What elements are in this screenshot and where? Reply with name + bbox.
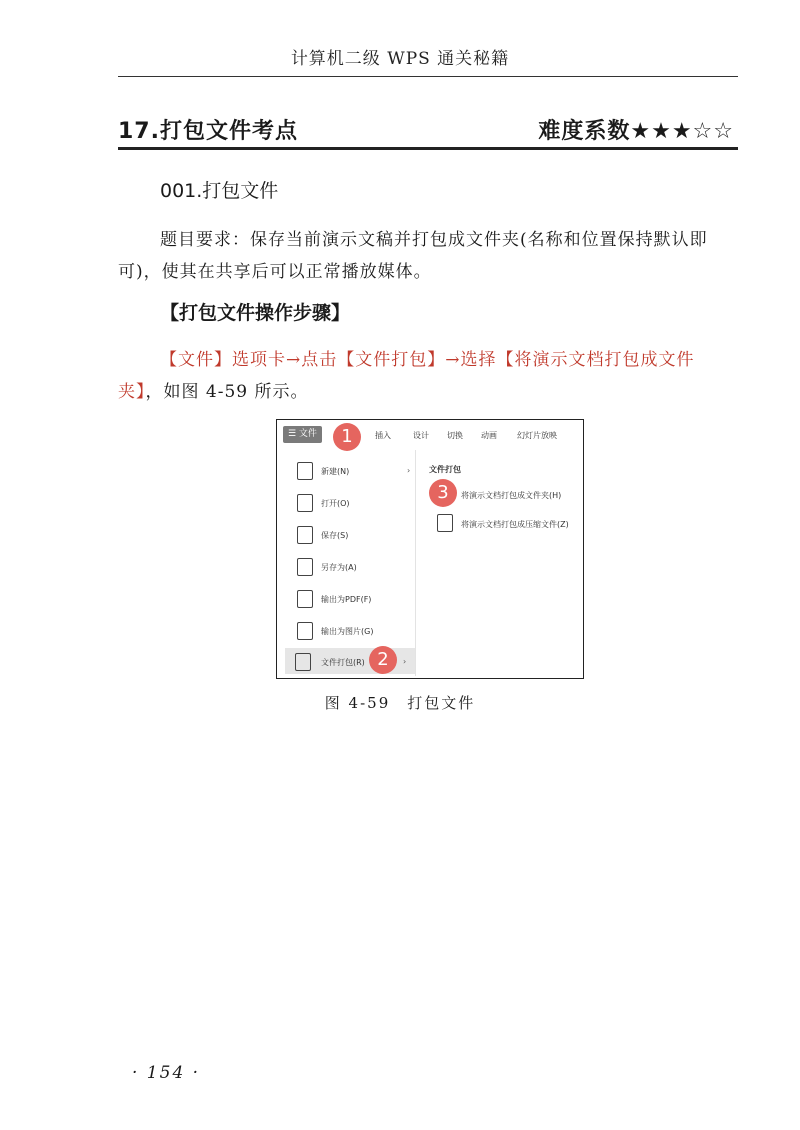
steps-text <box>118 344 734 408</box>
menu-item-label: 打开(O) <box>321 499 350 508</box>
zip-package-icon <box>437 514 453 532</box>
step-marker-1: 1 <box>333 423 361 451</box>
pdf-icon <box>297 590 313 608</box>
save-icon <box>297 526 313 544</box>
save-as-icon <box>297 558 313 576</box>
menu-item-new[interactable] <box>297 462 417 482</box>
menu-item-export-pdf[interactable] <box>297 590 417 610</box>
menu-item-save[interactable] <box>297 526 417 546</box>
steps-title: 【打包文件操作步骤】 <box>160 302 351 324</box>
menu-item-label: 输出为PDF(F) <box>321 595 372 604</box>
steps-figure-ref: ，如图 4-59 所示。 <box>145 382 309 402</box>
section-title: 17.打包文件考点 <box>118 119 298 144</box>
package-icon <box>295 653 311 671</box>
question-text: 题目要求：保存当前演示文稿并打包成文件夹(名称和位置保持默认即可)，使其在共享后可以正常播放媒体。 <box>118 230 708 282</box>
tab-slideshow[interactable]: 幻灯片放映 <box>517 431 557 440</box>
difficulty-rating: 难度系数★★★☆☆ <box>538 119 734 144</box>
chevron-right-icon: › <box>403 657 407 666</box>
menu-item-label: 输出为图片(G) <box>321 627 374 636</box>
tab-insert[interactable]: 插入 <box>375 431 391 440</box>
open-folder-icon <box>297 494 313 512</box>
step-marker-2: 3 <box>429 479 457 507</box>
figure-caption: 图 4-59 打包文件 <box>324 694 476 712</box>
steps-menu-path: 【文件】选项卡→点击【文件打包】→选择【将演示文档打包成文件夹】 <box>118 350 695 402</box>
tab-animation[interactable]: 动画 <box>481 431 497 440</box>
submenu-heading: 文件打包 <box>429 465 461 474</box>
menu-item-label: 文件打包(R) <box>321 658 365 667</box>
chevron-right-icon: › <box>407 466 411 475</box>
file-tab[interactable]: ☰ 文件 <box>283 426 322 443</box>
menu-item-open[interactable] <box>297 494 417 514</box>
tab-transition[interactable]: 切换 <box>447 431 463 440</box>
submenu-item-zip[interactable]: 将演示文档打包成压缩文件(Z) <box>461 520 569 529</box>
menu-item-label: 保存(S) <box>321 531 349 540</box>
running-head: 计算机二级 WPS 通关秘籍 <box>290 49 510 69</box>
ribbon-tabs <box>277 420 583 450</box>
figure-screenshot <box>276 419 584 679</box>
image-icon <box>297 622 313 640</box>
header-rule <box>118 76 738 77</box>
submenu-item-folder[interactable]: 将演示文档打包成文件夹(H) <box>461 491 562 500</box>
subsection-title: 001.打包文件 <box>160 180 279 202</box>
menu-item-save-as[interactable] <box>297 558 417 578</box>
menu-item-export-image[interactable] <box>297 622 417 642</box>
page-number: · 154 · <box>132 1063 201 1083</box>
step-marker-3: 2 <box>369 646 397 674</box>
new-icon <box>297 462 313 480</box>
menu-item-label: 另存为(A) <box>321 563 357 572</box>
menu-item-label: 新建(N) <box>321 467 350 476</box>
tab-design[interactable]: 设计 <box>413 431 429 440</box>
section-rule <box>118 147 738 150</box>
file-menu <box>285 450 416 676</box>
